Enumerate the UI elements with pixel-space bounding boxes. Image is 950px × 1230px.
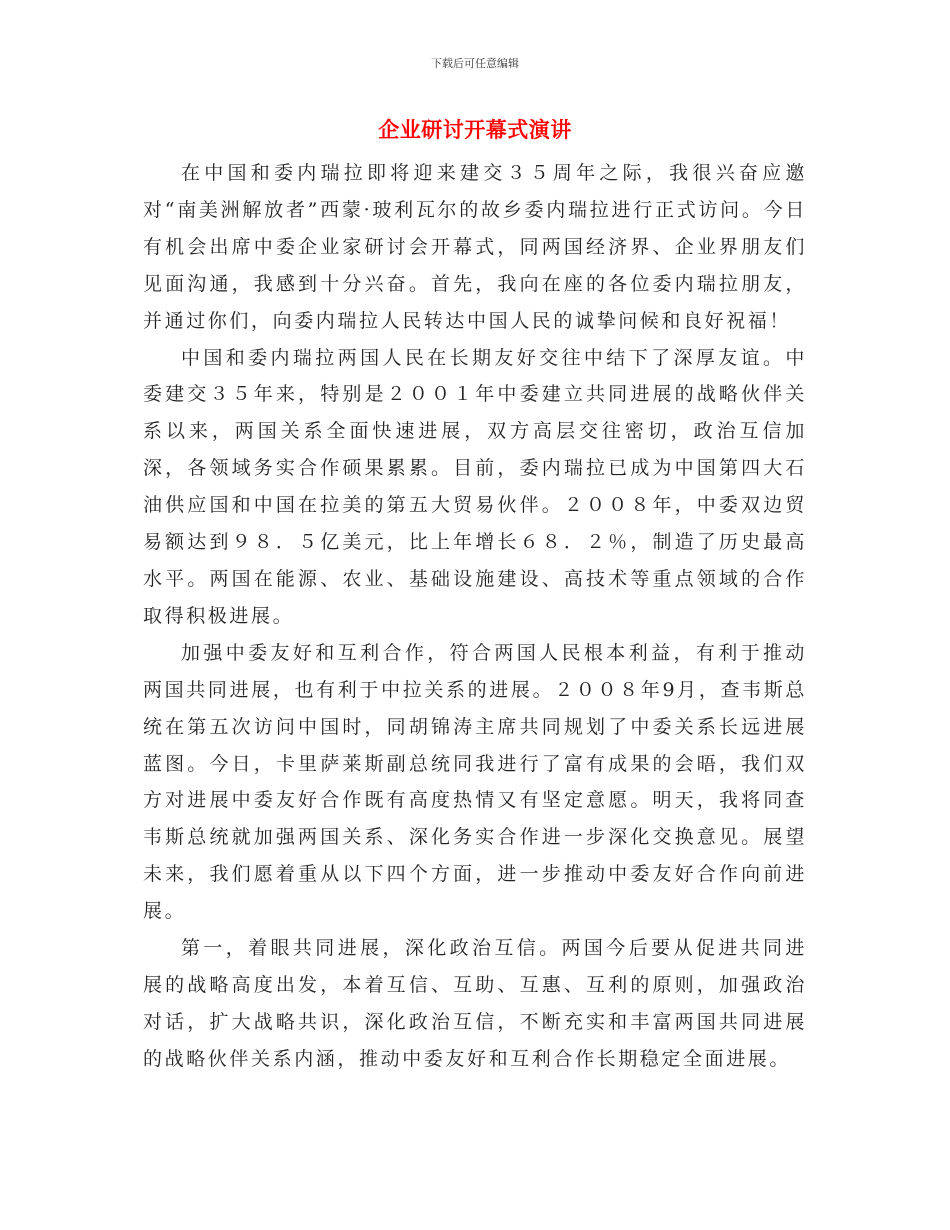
paragraph: 中国和委内瑞拉两国人民在长期友好交往中结下了深厚友谊。中委建交３５年来，特别是２００１年中委建立共同进展的战略伙伴关系以来，两国关系全面快速进展，双方高层交往密切，政治互信加深，各领域务实合作硕果累累。目前，委内瑞拉已成为中国第四大石油供应国和中国在拉美的第五大贸易伙伴。２００８年，中委双边贸易额达到９８．５亿美元，比上年增长６８．２％，制造了历史最高水平。两国在能源、农业、基础设施建设、高技术等重点领域的合作取得积极进展。 xyxy=(143,346,807,627)
paragraph: 第一，着眼共同进展，深化政治互信。两国今后要从促进共同进展的战略高度出发，本着互信、互助、互惠、互利的原则，加强政治对话，扩大战略共识，深化政治互信，不断充实和丰富两国共同进展的战略伙伴关系内涵，推动中委友好和互利合作长期稳定全面进展。 xyxy=(143,937,807,1070)
document-body xyxy=(143,155,807,1078)
paragraph: 加强中委友好和互利合作，符合两国人民根本利益，有利于推动两国共同进展，也有利于中拉关系的进展。２００８年9月，查韦斯总统在第五次访问中国时，同胡锦涛主席共同规划了中委关系长远进展蓝图。今日，卡里萨莱斯副总统同我进行了富有成果的会晤，我们双方对进展中委友好合作既有高度热情又有坚定意愿。明天，我将同查韦斯总统就加强两国关系、深化务实合作进一步深化交换意见。展望未来，我们愿着重从以下四个方面，进一步推动中委友好合作向前进展。 xyxy=(143,641,807,923)
document-title: 企业研讨开幕式演讲 xyxy=(378,117,572,142)
paragraph: 在中国和委内瑞拉即将迎来建交３５周年之际，我很兴奋应邀对“南美洲解放者”西蒙·玻利瓦尔的故乡委内瑞拉进行正式访问。今日有机会出席中委企业家研讨会开幕式，同两国经济界、企业界朋友们见面沟通，我感到十分兴奋。首先，我向在座的各位委内瑞拉朋友，并通过你们，向委内瑞拉人民转达中国人民的诚挚问候和良好祝福！ xyxy=(143,162,807,332)
header-note: 下载后可任意编辑 xyxy=(431,57,519,70)
